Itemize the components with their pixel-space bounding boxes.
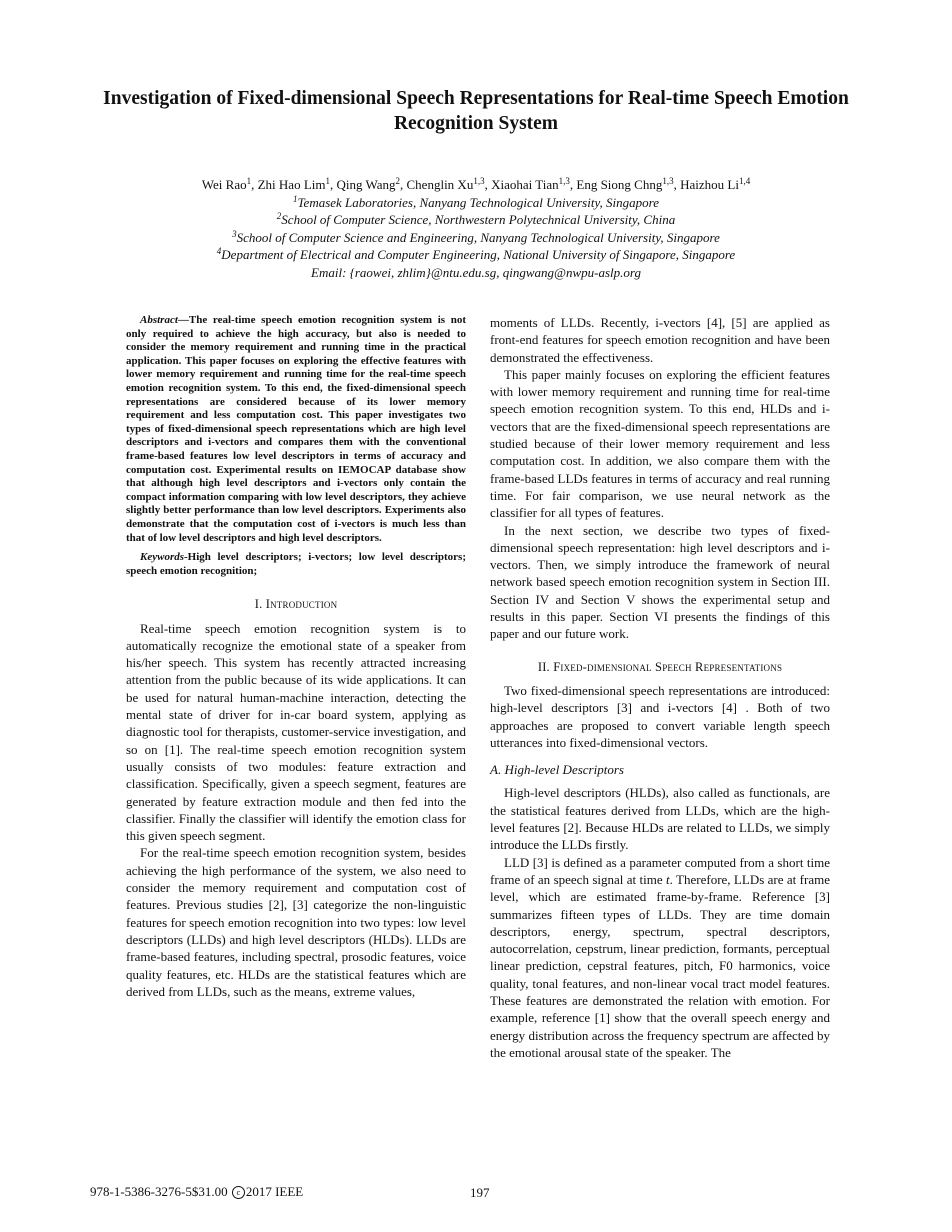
author-affiliation-mark: 1 (246, 176, 252, 186)
copyright-icon: c (232, 1186, 245, 1199)
right-column (490, 314, 830, 1061)
author-name: Qing Wang (336, 177, 396, 192)
paper-title: Investigation of Fixed-dimensional Speech Representations for Real-time Speech Emotion Recognition System (103, 88, 849, 134)
intro-paragraph-3: This paper mainly focuses on exploring the efficient features with lower memory requirement and running time for real-time speech emotion recognition system. To this end, HLDs and i-vectors that are the fixed-dimensional speech representations are studied because of their lower memory requirement and less computation cost. In addition, we also compare them with the frame-based LLDs features in terms of accuracy and real running time. For fair comparison, we use neural network as the classifier for all types of features. (490, 366, 830, 521)
section-heading-fixed-dimensional: II. Fixed-dimensional Speech Representations (537, 659, 783, 674)
affiliation-1: $^1$Temasek Laboratories, Nanyang Technological University, Singapore (293, 193, 659, 210)
page-number: 197 (470, 1185, 490, 1200)
author-affiliation-mark: 1 (325, 176, 330, 186)
abstract: Abstract—The real-time speech emotion recognition system is not only required to achieve the high accuracy, but also is needed to consider the memory requirement and running time in the practical application. This paper focuses on exploring the effective features with lower memory requirement and running time for the real-time speech emotion recognition system. To this end, the fixed-dimensional speech representations are considered because of its lower memory requirement and less computation cost. This paper investigates two types of fixed-dimensional speech representations which are high level descriptors and i-vectors and compares them with the conventional frame-based features low level descriptors in terms of accuracy and computation cost. Experimental results on IEMOCAP database show that although high level descriptors and i-vectors only contain the compact information comparing with low level descriptors, they achieve slightly better performance than low level descriptors. Experiments also demonstrate that the computation cost of i-vectors is much less than that of low level descriptors and high level descriptors. (126, 314, 466, 544)
affiliation-3: $^3$School of Computer Science and Engineering, Nanyang Technological University, Singapore (232, 228, 720, 245)
intro-paragraph-2: For the real-time speech emotion recognition system, besides achieving the high performance of the system, we also need to consider the memory requirement and computation cost of features. Previous studies [2], [3] categorize the non-linguistic features for speech emotion recognition into two types: low level descriptors (LLDs) and high level descriptors (HLDs). LLDs are frame-based features, including spectral, prosodic features, voice quality features, etc. HLDs are the statistical features which are derived from LLDs, such as the means, extreme values, (126, 845, 466, 999)
author-list: Wei Rao$^1$, Zhi Hao Lim$^1$, Qing Wang$^2$, Chenglin Xu$^{1,3}$, Xiaohai Tian$^{1,3}$, Eng Siong Chng$^{1,3}$, Haizhou Li$^{1,4}$ (201, 176, 751, 192)
author-name: Wei Rao (201, 177, 247, 192)
author-affiliation-mark: 2 (395, 176, 401, 186)
author-affiliation-mark: 1,3 (662, 176, 674, 186)
email-line: Email: {raowei, zhlim}@ntu.edu.sg, qingwang@nwpu-aslp.org (311, 264, 641, 280)
affiliation-4: $^4$Department of Electrical and Computer Engineering, National University of Singapore, Singapore (216, 246, 736, 263)
author-block (60, 176, 892, 282)
author-name: Haizhou Li (680, 177, 739, 192)
intro-paragraph-4: In the next section, we describe two types of fixed-dimensional speech representation: high level descriptors and i-vectors. Then, we simply introduce the framework of neural network based speech emotion recognition system in Section III. Section IV and Section V shows the experimental setup and results in this paper. Section VI presents the findings of this paper and our future work. (490, 522, 830, 642)
author-name: Zhi Hao Lim (257, 177, 326, 192)
section2-paragraph-1: Two fixed-dimensional speech representations are introduced: high-level descriptors [3] and i-vectors [4] . Both of two approaches are proposed to convert variable length speech utterances into fixed-dimensional vectors. (490, 682, 830, 750)
abstract-label: Abstract (140, 314, 178, 326)
footer-copyright: 978-1-5386-3276-5$31.00 c 2017 IEEE (90, 1184, 304, 1199)
author-affiliation-mark: 1,4 (738, 176, 751, 186)
keywords-label: Keywords (140, 551, 184, 564)
hld-paragraph-1: High-level descriptors (HLDs), also called as functionals, are the statistical features derived from LLDs, which are the high-level features [2]. Because HLDs are related to LLDs, we simply introduce the LLDs firstly. (490, 785, 830, 853)
continued-paragraph: moments of LLDs. Recently, i-vectors [4], [5] are applied as front-end features for speech emotion recognition and have been demonstrated the effectiveness. (490, 315, 830, 365)
subsection-heading-hlds: A. High-level Descriptors (490, 762, 624, 778)
author-name: Chenglin Xu (406, 177, 474, 192)
author-name: Xiaohai Tian (491, 177, 559, 192)
author-affiliation-mark: 1,3 (473, 176, 485, 186)
hld-paragraph-2: LLD [3] is defined as a parameter computed from a short time frame of an speech signal at time t. Therefore, LLDs are at frame level, which are estimated frame-by-frame. Reference [3] summarizes fifteen types of LLDs. They are time domain descriptors, energy, spectrum, spectral descriptors, autocorrelation, cepstrum, linear prediction, formants, perceptual linear prediction, cepstral features, pitch, F0 harmonics, voice quality, tonal features, and non-linear vocal tract model features. These features are demonstrated the relation with emotion. For example, reference [1] show that the overall speech energy and energy distribution across the frequency spectrum are affected by the emotional arousal state of the speaker. The (490, 854, 830, 1060)
keywords: Keywords-High level descriptors; i-vectors; low level descriptors; speech emotion recognition; (126, 551, 466, 577)
left-column (126, 314, 466, 1000)
section-heading-introduction: I. Introduction (254, 597, 338, 612)
intro-paragraph-1: Real-time speech emotion recognition system is to automatically recognize the emotional state of a speaker from his/her speech. This system has recently attracted increasing attention from the public because of its wide applications. It can be used for natural human-machine interaction, detecting the mental state of driver for in-car board system, applying as diagnostic tool for therapists, customer-service investigation, and so on [1]. The real-time speech emotion recognition system usually consists of two modules: feature extraction and classification. Specifically, given a speech segment, features are generated by feature extraction module and then fed into the classifier. Finally the classifier will identify the emotion class for this given speech segment. (126, 620, 466, 844)
author-name: Eng Siong Chng (576, 177, 663, 192)
author-affiliation-mark: 1,3 (558, 176, 570, 186)
affiliation-2: $^2$School of Computer Science, Northwestern Polytechnical University, China (276, 211, 676, 228)
